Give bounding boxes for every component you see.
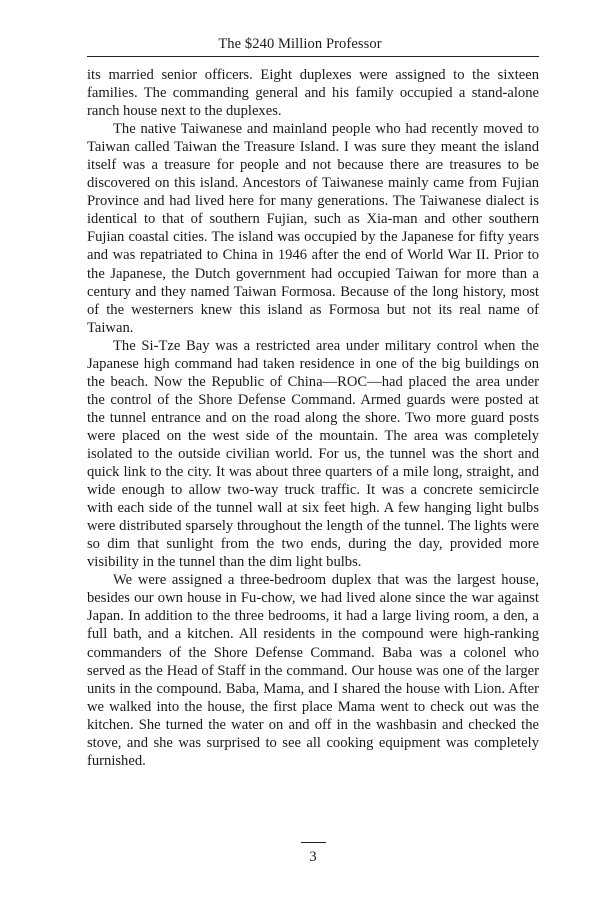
running-header-title: The $240 Million Professor bbox=[218, 36, 382, 52]
paragraph-continuation: its married senior officers. Eight duplexes were assigned to the sixteen families. The commanding general and his family occupied a stand-alone ranch house next to the duplexes. bbox=[87, 67, 539, 120]
page-number: 3 bbox=[309, 849, 317, 865]
footer-rule bbox=[301, 842, 326, 843]
body-text bbox=[87, 66, 539, 770]
paragraph-si-tze-bay: The Si-Tze Bay was a restricted area under military control when the Japanese high command had taken residence in one of the big buildings on the beach. Now the Republic of China—ROC—had placed the area under the control of the Shore Defense Command. Armed guards were posted at the tunnel entrance and on the road along the shore. Two more guard posts were placed on the west side of the mountain. The area was completely isolated to the outside civilian world. For us, the tunnel was the short and quick link to the city. It was about three quarters of a mile long, straight, and wide enough to allow two-way truck traffic. It was a concrete semicircle with each side of the tunnel wall at six feet high. A few hanging light bulbs were distributed sparsely throughout the length of the tunnel. The lights were so dim that sunlight from the two ends, during the day, provided more visibility in the tunnel than the dim light bulbs. bbox=[87, 337, 539, 571]
header-rule bbox=[87, 56, 539, 57]
paragraph-treasure-island: The native Taiwanese and mainland people who had recently moved to Taiwan called Taiwan the Treasure Island. I was sure they meant the island itself was a treasure for people and not because there are treasures to be discovered on this island. Ancestors of Taiwanese mainly came from Fujian Province and had lived here for many generations. The Taiwanese dialect is identical to that of southern Fujian, such as Xia-man and other southern Fujian coastal cities. The island was occupied by the Japanese for fifty years and was repatriated to China in 1946 after the end of World War II. Prior to the Japanese, the Dutch government had occupied Taiwan for more than a century and they named Taiwan Formosa. Because of the long history, most of the westerners knew this island as Formosa but not its real name of Taiwan. bbox=[87, 121, 539, 336]
paragraph-duplex: We were assigned a three-bedroom duplex that was the largest house, besides our own house in Fu-chow, we had lived alone since the war against Japan. In addition to the three bedrooms, it had a large living room, a den, a full bath, and a kitchen. All residents in the compound were high-ranking commanders of the Shore Defense Command. Baba was a colonel who served as the Head of Staff in the command. Our house was one of the larger units in the compound. Baba, Mama, and I shared the house with Lion. After we walked into the house, the first place Mama went to check out was the kitchen. She turned the water on and off in the washbasin and checked the stove, and she was surprised to see all cooking equipment was completely furnished. bbox=[87, 572, 539, 769]
